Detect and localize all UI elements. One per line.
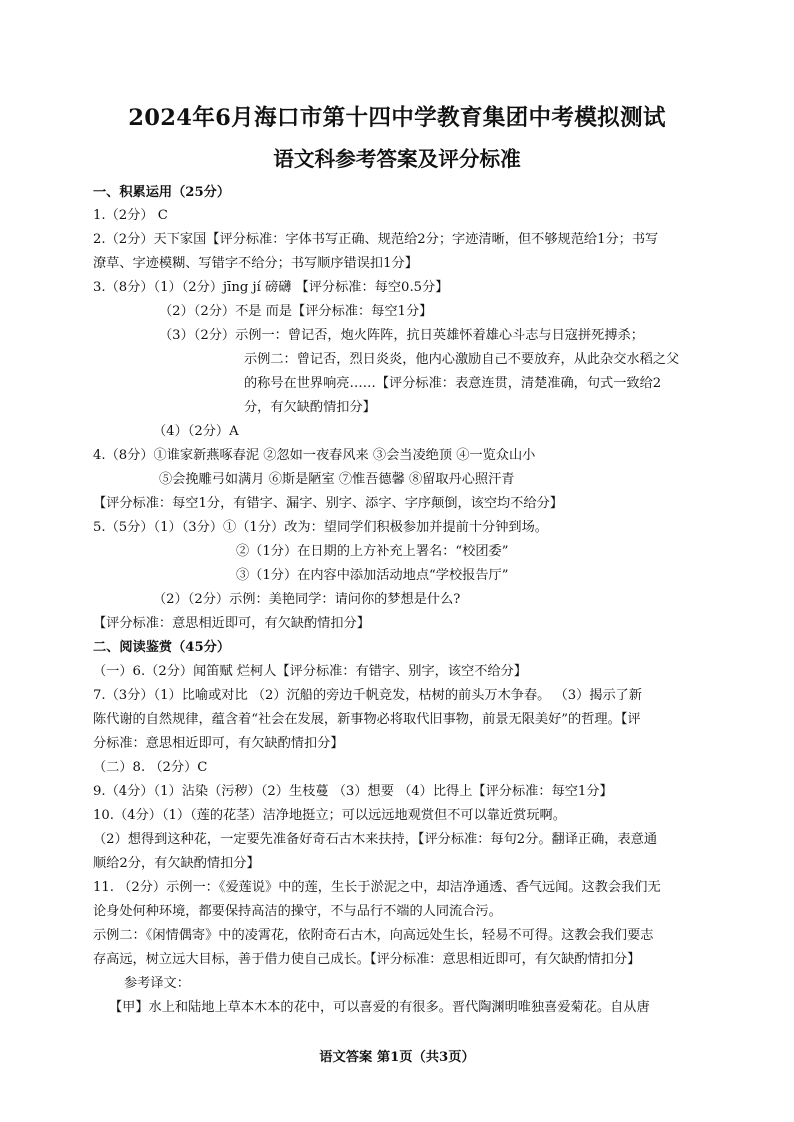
answer-line: 1.（2分） C xyxy=(93,208,168,223)
answer-line: （2）（2分）不是 而是【评分标准：每空1分】 xyxy=(159,304,433,319)
answer-line: （2）想得到这种花，一定要先准备好奇石古木来扶持，【评分标准：每句2分。翻译正确，表意通 xyxy=(93,832,658,847)
answer-line: 7.（3分）（1）比喻或对比 （2）沉船的旁边千帆竞发，枯树的前头万木争春。 （3）揭示了新 xyxy=(93,688,643,703)
answer-line: 示例二：曾记否，烈日炎炎，他内心激励自己不要放弃，从此杂交水稻之父 xyxy=(244,352,680,367)
answer-line: 顺给2分，有欠缺酌情扣分】 xyxy=(93,856,260,871)
page-title: 2024年6月海口市第十四中学教育集团中考模拟测试 xyxy=(128,105,666,131)
answer-line: 示例二：《闲情偶寄》中的凌霄花，依附奇石古木，向高远处生长，轻易不可得。这教会我们要志 xyxy=(93,928,654,943)
answer-line: 存高远，树立远大目标，善于借力使自己成长。【评分标准：意思相近即可，有欠缺酌情扣分】 xyxy=(93,952,641,967)
answer-line: （4）（2分）A xyxy=(153,424,239,439)
answer-line: 分标准：意思相近即可，有欠缺酌情扣分】 xyxy=(93,736,344,751)
answer-line: 【评分标准：意思相近即可，有欠缺酌情扣分】 xyxy=(93,616,370,631)
answer-line: （二）8. （2分）C xyxy=(93,760,208,775)
answer-line: 4.（8分）①谁家新燕啄春泥 ②忽如一夜春风来 ③会当凌绝顶 ④一览众山小 xyxy=(93,448,536,463)
translation-heading: 参考译文： xyxy=(124,976,190,991)
page-footer: 语文答案 第1页（共3页） xyxy=(319,1050,475,1065)
answer-line: （一）6.（2分）闻笛赋 烂柯人【评分标准：有错字、别字，该空不给分】 xyxy=(93,664,527,679)
translation-line: 【甲】水上和陆地上草本木本的花中，可以喜爱的有很多。晋代陶渊明唯独喜爱菊花。自从唐 xyxy=(109,1000,650,1015)
section-heading-reading: 二、阅读鉴赏（45分） xyxy=(93,640,231,655)
page-subtitle: 语文科参考答案及评分标准 xyxy=(273,147,521,171)
answer-line: 陈代谢的自然规律，蕴含着“社会在发展，新事物必将取代旧事物，前景无限美好”的哲理。【评 xyxy=(93,712,641,727)
answer-line: 分，有欠缺酌情扣分】 xyxy=(244,400,376,415)
section-heading-accumulation: 一、积累运用（25分） xyxy=(93,185,231,200)
answer-line: 9.（4分）（1）沾染（污秽）（2）生枝蔓 （3）想要 （4）比得上【评分标准：每空1分】 xyxy=(93,784,613,799)
answer-line: （3）（2分）示例一：曾记否，炮火阵阵，抗日英雄怀着雄心斗志与日寇拼死搏杀； xyxy=(159,328,644,343)
answer-line: 【评分标准：每空1分，有错字、漏字、别字、添字、字序颠倒，该空均不给分】 xyxy=(93,496,563,511)
answer-line: ②（1分）在日期的上方补充上署名：“校团委” xyxy=(236,544,509,559)
answer-line: 2.（2分）天下家国【评分标准：字体书写正确、规范给2分；字迹清晰，但不够规范给1分；书写 xyxy=(93,232,659,247)
answer-line: 潦草、字迹模糊、写错字不给分；书写顺序错误扣1分】 xyxy=(93,256,418,271)
answer-line: （2）（2分）示例：美艳同学：请问你的梦想是什么? xyxy=(153,592,461,607)
answer-line: ③（1分）在内容中添加活动地点“学校报告厅” xyxy=(236,568,509,583)
answer-line: ⑤会挽雕弓如满月 ⑥斯是陋室 ⑦惟吾德馨 ⑧留取丹心照汗青 xyxy=(159,472,515,487)
answer-line: 3.（8分）（1）（2分）jīng jí 磅礴 【评分标准：每空0.5分】 xyxy=(93,280,449,295)
answer-line: 11. （2分）示例一：《爱莲说》中的莲，生长于淤泥之中，却洁净通透、香气远闻。这教会我们无 xyxy=(93,880,661,895)
answer-line: 5.（5分）（1）（3分）①（1分）改为：望同学们积极参加并提前十分钟到场。 xyxy=(93,520,548,535)
answer-line: 10.（4分）（1）（莲的花茎）洁净地挺立；可以远远地观赏但不可以靠近赏玩啊。 xyxy=(93,808,566,823)
answer-line: 的称号在世界响亮……【评分标准：表意连贯，清楚准确，句式一致给2 xyxy=(244,376,662,391)
answer-line: 论身处何种环境，都要保持高洁的操守，不与品行不端的人同流合污。 xyxy=(93,904,502,919)
